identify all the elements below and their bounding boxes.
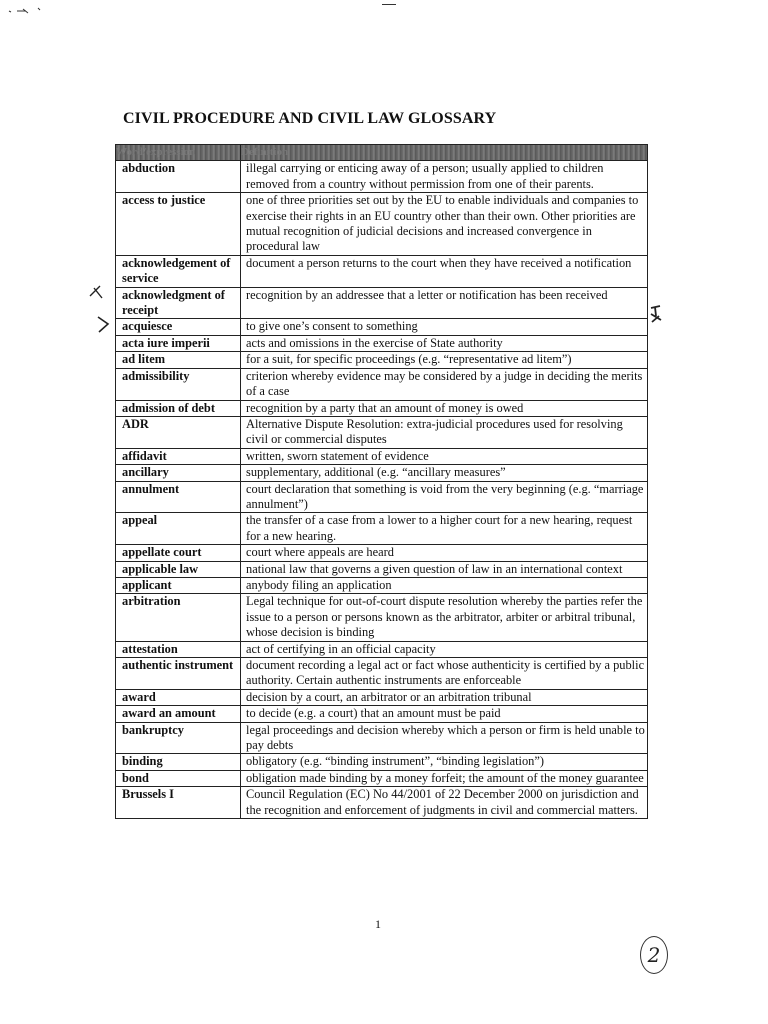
glossary-definition: document a person returns to the court when they have received a notification (241, 255, 648, 287)
glossary-definition: acts and omissions in the exercise of State authority (241, 335, 648, 351)
glossary-term: applicant (116, 577, 241, 593)
glossary-definition: decision by a court, an arbitrator or an arbitration tribunal (241, 689, 648, 705)
handwritten-check-mark (88, 282, 110, 300)
scan-artifact-dash (382, 4, 396, 5)
table-row (116, 448, 648, 464)
table-row (116, 400, 648, 416)
table-row (116, 754, 648, 770)
table-row (116, 706, 648, 722)
glossary-definition: supplementary, additional (e.g. “ancillary measures” (241, 465, 648, 481)
glossary-definition: to decide (e.g. a court) that an amount must be paid (241, 706, 648, 722)
table-row (116, 352, 648, 368)
header-term: Word/expression (116, 145, 241, 161)
glossary-term: acknowledgement of service (116, 255, 241, 287)
glossary-definition: court where appeals are heard (241, 545, 648, 561)
table-row (116, 335, 648, 351)
glossary-term: bankruptcy (116, 722, 241, 754)
glossary-definition: recognition by a party that an amount of money is owed (241, 400, 648, 416)
glossary-definition: recognition by an addressee that a letter or notification has been received (241, 287, 648, 319)
glossary-term: ad litem (116, 352, 241, 368)
glossary-term: affidavit (116, 448, 241, 464)
glossary-term: admission of debt (116, 400, 241, 416)
glossary-table (115, 144, 648, 819)
page-title: CIVIL PROCEDURE AND CIVIL LAW GLOSSARY (123, 110, 497, 127)
glossary-term: appeal (116, 513, 241, 545)
table-row (116, 319, 648, 335)
glossary-term: award (116, 689, 241, 705)
scan-artifact-mark (8, 6, 48, 14)
glossary-term: applicable law (116, 561, 241, 577)
glossary-term: bond (116, 770, 241, 786)
glossary-definition: criterion whereby evidence may be considered by a judge in deciding the merits of a case (241, 368, 648, 400)
glossary-definition: to give one’s consent to something (241, 319, 648, 335)
handwritten-circled-number: 2 (640, 936, 668, 974)
table-row (116, 465, 648, 481)
glossary-definition: obligatory (e.g. “binding instrument”, “binding legislation”) (241, 754, 648, 770)
handwritten-margin-mark (648, 304, 664, 326)
glossary-term: ADR (116, 416, 241, 448)
table-row (116, 545, 648, 561)
table-row (116, 787, 648, 819)
glossary-definition: legal proceedings and decision whereby which a person or firm is held unable to pay debts (241, 722, 648, 754)
table-row (116, 577, 648, 593)
glossary-definition: anybody filing an application (241, 577, 648, 593)
glossary-term: appellate court (116, 545, 241, 561)
table-row (116, 287, 648, 319)
table-row (116, 193, 648, 256)
glossary-definition: for a suit, for specific proceedings (e.g. “representative ad litem”) (241, 352, 648, 368)
glossary-definition: court declaration that something is void from the very beginning (e.g. “marriage annulment”) (241, 481, 648, 513)
glossary-definition: illegal carrying or enticing away of a person; usually applied to children removed from a country without permission from one of their parents. (241, 161, 648, 193)
glossary-term: authentic instrument (116, 658, 241, 690)
glossary-term: ancillary (116, 465, 241, 481)
table-row (116, 161, 648, 193)
table-row (116, 416, 648, 448)
glossary-definition: obligation made binding by a money forfeit; the amount of the money guarantee (241, 770, 648, 786)
glossary-term: award an amount (116, 706, 241, 722)
glossary-term: admissibility (116, 368, 241, 400)
table-row (116, 641, 648, 657)
glossary-term: acknowledgment of receipt (116, 287, 241, 319)
glossary-body (116, 161, 648, 819)
page-number: 1 (375, 917, 381, 931)
glossary-definition: the transfer of a case from a lower to a higher court for a new hearing, request for a new hearing. (241, 513, 648, 545)
glossary-definition: act of certifying in an official capacity (241, 641, 648, 657)
table-row (116, 594, 648, 641)
glossary-definition: national law that governs a given question of law in an international context (241, 561, 648, 577)
table-header-row (116, 145, 648, 161)
glossary-term: arbitration (116, 594, 241, 641)
glossary-definition: written, sworn statement of evidence (241, 448, 648, 464)
table-row (116, 658, 648, 690)
table-row (116, 513, 648, 545)
glossary-definition: one of three priorities set out by the EU to enable individuals and companies to exercise their rights in an EU country other than their own. Other priorities are mutual recognition of judicial decisions and increased convergence in procedural law (241, 193, 648, 256)
table-row (116, 481, 648, 513)
table-row (116, 561, 648, 577)
table-row (116, 722, 648, 754)
glossary-term: binding (116, 754, 241, 770)
glossary-definition: Alternative Dispute Resolution: extra-judicial procedures used for resolving civil or commercial disputes (241, 416, 648, 448)
glossary-definition: Legal technique for out-of-court dispute resolution whereby the parties refer the issue to a person or persons known as the arbitrator, arbiter or arbitral tribunal, whose decision is binding (241, 594, 648, 641)
glossary-term: annulment (116, 481, 241, 513)
glossary-definition: Council Regulation (EC) No 44/2001 of 22 December 2000 on jurisdiction and the recognition and enforcement of judgments in civil and commercial matters. (241, 787, 648, 819)
glossary-term: acta iure imperii (116, 335, 241, 351)
table-row (116, 368, 648, 400)
table-row (116, 255, 648, 287)
glossary-term: attestation (116, 641, 241, 657)
table-row (116, 770, 648, 786)
glossary-definition: document recording a legal act or fact whose authenticity is certified by a public authority. Certain authentic instruments are enforceable (241, 658, 648, 690)
glossary-term: abduction (116, 161, 241, 193)
handwritten-arrow-mark (96, 314, 112, 334)
glossary-term: acquiesce (116, 319, 241, 335)
header-definition: Definition (241, 145, 648, 161)
glossary-term: Brussels I (116, 787, 241, 819)
glossary-term: access to justice (116, 193, 241, 256)
table-row (116, 689, 648, 705)
